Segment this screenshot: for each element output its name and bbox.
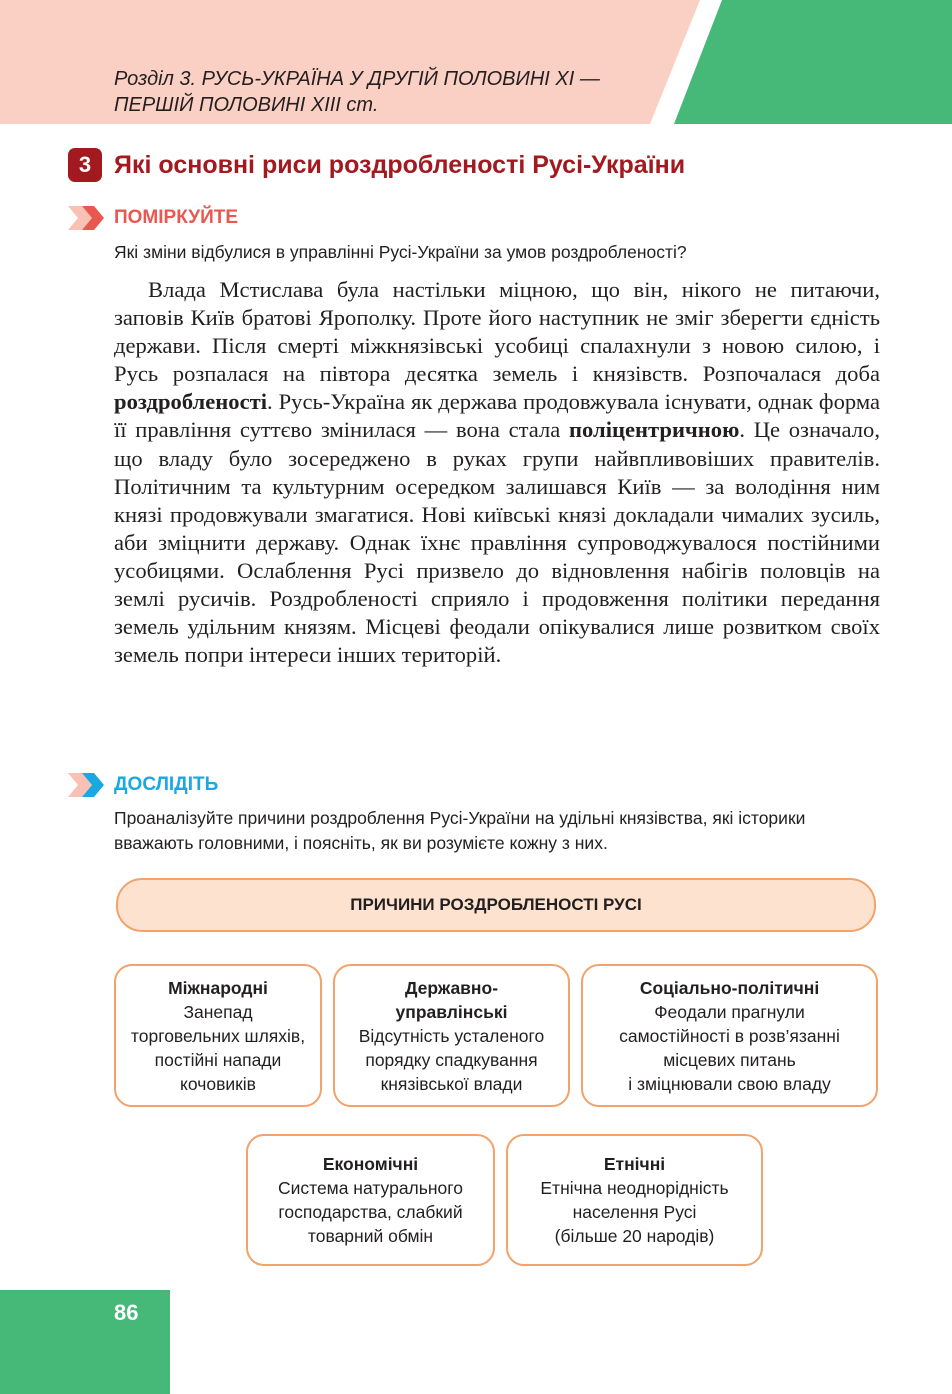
cause-line: товарний обмін <box>307 1226 434 1246</box>
section-title: Які основні риси роздробленості Русі-України <box>114 150 686 179</box>
cause-line: Система натурального <box>277 1178 464 1198</box>
cause-box-socio-political <box>581 964 878 1107</box>
think-label: ПОМІРКУЙТЕ <box>114 207 239 228</box>
cause-box-economic <box>246 1134 495 1266</box>
term-polycentric: поліцентричною <box>569 417 740 443</box>
cause-title: Державно- управлінські <box>395 977 508 1022</box>
explore-cue <box>68 772 218 798</box>
page-number: 86 <box>114 1300 139 1325</box>
explore-label: ДОСЛІДІТЬ <box>114 774 219 795</box>
paragraph-part-3: . Це означало, що владу було зосереджено в руках групи найвпливовіших правителів. Політичним та культурним осередком залишався Київ — за володіння ним князі продовжували змагатися. Нові київські князі докладали чималих зусиль, аби зміцнити державу. Однак їхнє правління супроводжувалося постійними усобицями. Ослаблення Русі призвело до відновлення набігів половців на землі русичів. Роздробленості сприяло і продовження політики передання земель удільним князям. Місцеві феодали опікувалися лише розвитком своїх земель попри інтереси інших територій. <box>114 417 880 668</box>
cause-box-state-administrative <box>333 964 570 1107</box>
cause-line: Занепад <box>183 1001 253 1022</box>
cause-line: місцевих питань <box>663 1049 796 1070</box>
paragraph-part-1: Влада Мстислава була настільки міцною, що він, нікого не питаючи, заповів Київ братові Ярополку. Проте його наступник не зміг зберегти єдність держави. Після смерті міжкнязівські усобиці спалахнули з новою силою, і Русь розпалася на півтора десятка земель і князівств. Розпочалася доба <box>114 277 880 387</box>
cause-line: кочовиків <box>180 1073 256 1094</box>
cause-line: самостійності в розв’язанні <box>619 1025 840 1046</box>
chapter-title-line1: Розділ 3. РУСЬ-УКРАЇНА У ДРУГІЙ ПОЛОВИНІ XI — <box>114 68 600 90</box>
main-paragraph <box>114 276 880 669</box>
header-band <box>0 0 952 124</box>
explore-task: Проаналізуйте причини роздроблення Русі-України на удільні князівства, які історики вважають головними, і поясніть, як ви розумієте кожну з них. <box>114 808 806 853</box>
section-number-badge: 3 <box>68 148 102 182</box>
paragraph-part-2: . Русь-Україна як держава продовжувала існувати, однак форма її правління суттєво змінилася — вона стала <box>114 389 880 443</box>
cause-line: постійні напади <box>154 1049 282 1070</box>
cause-title: Етнічні <box>603 1154 666 1174</box>
cause-line: і зміцнювали свою владу <box>628 1073 831 1094</box>
think-cue <box>68 205 238 231</box>
cause-title: Соціально-політичні <box>639 977 820 998</box>
page-number-block <box>0 1290 170 1394</box>
cause-line: Феодали прагнули <box>654 1001 805 1022</box>
cause-line: господарства, слабкий <box>278 1202 463 1222</box>
cause-title: Економічні <box>322 1154 419 1174</box>
double-chevron-icon <box>68 206 106 230</box>
double-chevron-icon <box>68 773 106 797</box>
causes-diagram-title: ПРИЧИНИ РОЗДРОБЛЕНОСТІ РУСІ <box>116 878 876 932</box>
section-heading <box>68 147 685 183</box>
cause-line: порядку спадкування <box>365 1049 538 1070</box>
cause-line: князівської влади <box>380 1073 523 1094</box>
cause-line: торговельних шляхів, <box>130 1025 306 1046</box>
chapter-title <box>114 66 674 118</box>
cause-line: населення Русі <box>572 1202 697 1222</box>
cause-box-ethnic <box>506 1134 763 1266</box>
cause-title: Міжнародні <box>168 977 268 998</box>
term-fragmentation: роздробленості <box>114 389 267 415</box>
cause-box-international <box>114 964 322 1107</box>
cause-line: Етнічна неоднорідність <box>540 1178 729 1198</box>
cause-line: (більше 20 народів) <box>554 1226 715 1246</box>
think-question: Які зміни відбулися в управлінні Русі-України за умов роздробленості? <box>114 242 687 262</box>
cause-line: Відсутність усталеного <box>358 1025 545 1046</box>
chapter-title-line2: ПЕРШІЙ ПОЛОВИНІ XIII ст. <box>114 94 379 116</box>
